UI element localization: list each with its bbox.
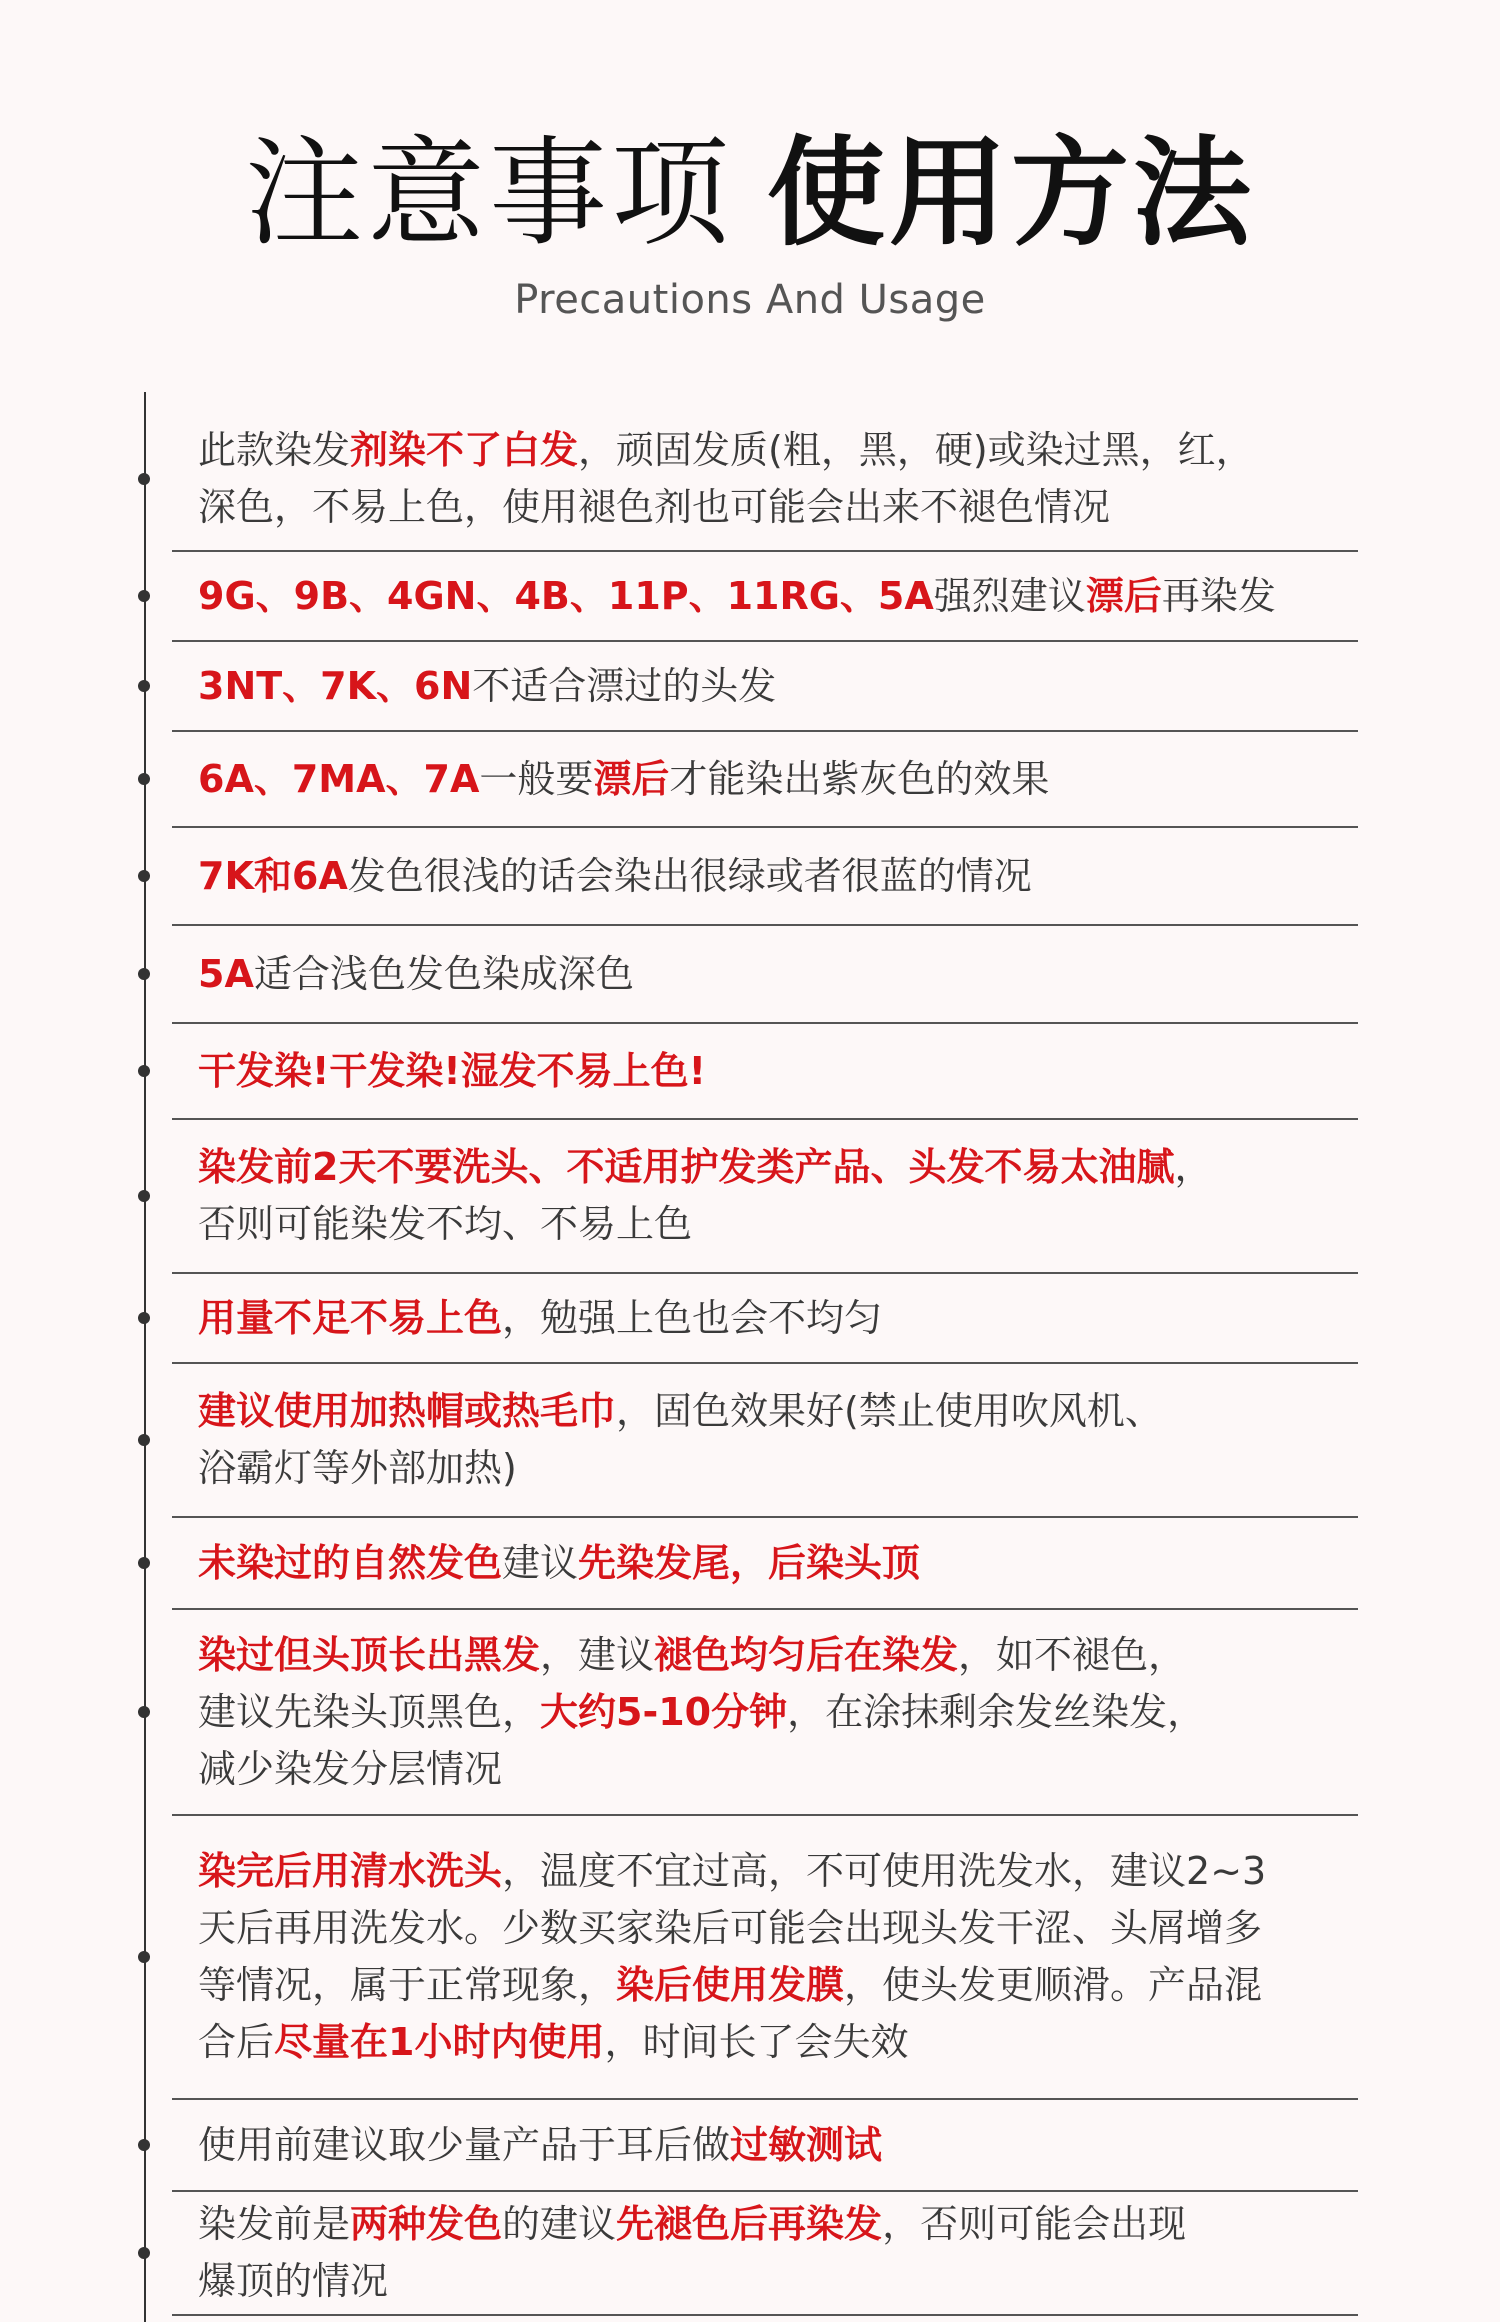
title-usage: 使用方法 <box>767 124 1256 262</box>
plain-text: ，固色效果好(禁止使用吹风机、 <box>616 1389 1163 1433</box>
plain-text: 浴霸灯等外部加热) <box>198 1446 517 1490</box>
precaution-item <box>172 1518 1358 1610</box>
precaution-text-line <box>198 1196 1358 1253</box>
plain-text: 合后 <box>198 2020 275 2064</box>
plain-text: 深色，不易上色，使用褪色剂也可能会出来不褪色情况 <box>198 485 1111 529</box>
plain-text: 一般要 <box>479 756 594 801</box>
highlighted-text: 用量不足不易上色 <box>198 1295 503 1340</box>
page-title <box>0 118 1500 268</box>
precaution-text-line <box>198 1383 1358 1440</box>
precaution-text-line <box>198 2196 1358 2253</box>
highlighted-text: 大约5-10分钟 <box>540 1689 788 1734</box>
precaution-item <box>172 1816 1358 2100</box>
highlighted-text: 5A <box>198 951 254 996</box>
highlighted-text: 染过但头顶长出黑发 <box>198 1632 541 1677</box>
highlighted-text: 先染发尾，后染头顶 <box>578 1540 921 1585</box>
bullet-dot <box>138 680 150 692</box>
page-subtitle: Precautions And Usage <box>514 277 986 323</box>
bullet-dot <box>138 1951 150 1963</box>
highlighted-text: 先褪色后再染发 <box>616 2202 883 2246</box>
bullet-dot <box>138 1434 150 1446</box>
precaution-item <box>172 1364 1358 1518</box>
highlighted-text: 7K和6A <box>198 853 348 898</box>
precaution-text-line <box>198 2253 1358 2310</box>
highlighted-text: 9G、9B、4GN、4B、11P、11RG、5A <box>198 573 934 618</box>
plain-text: 天后再用洗发水。少数买家染后可能会出现头发干涩、头屑增多 <box>198 1906 1263 1950</box>
page-header <box>0 118 1500 324</box>
precaution-item <box>172 828 1358 926</box>
precaution-text-line <box>198 1627 1358 1684</box>
precaution-text-line <box>198 1684 1358 1741</box>
bullet-dot <box>138 1557 150 1569</box>
plain-text: 才能染出紫灰色的效果 <box>669 756 1050 801</box>
highlighted-text: 剂染不了白发 <box>350 428 579 472</box>
precaution-item <box>172 1274 1358 1364</box>
bullet-dot <box>138 1312 150 1324</box>
plain-text: ，否则可能会出现 <box>882 2202 1187 2246</box>
plain-text: ， <box>1174 1145 1213 1189</box>
highlighted-text: 过敏测试 <box>730 2122 883 2167</box>
plain-text: 建议先染头顶黑色， <box>198 1689 541 1734</box>
highlighted-text: 两种发色 <box>350 2202 503 2246</box>
bullet-dot <box>138 2247 150 2259</box>
precaution-text-line <box>198 1535 1358 1592</box>
bullet-dot <box>138 968 150 980</box>
plain-text: ，勉强上色也会不均匀 <box>502 1295 883 1340</box>
plain-text: ，使头发更顺滑。产品混 <box>844 1963 1263 2007</box>
precaution-item <box>172 732 1358 828</box>
precaution-text-line <box>198 1957 1358 2014</box>
bullet-dot <box>138 1190 150 1202</box>
highlighted-text: 尽量在1小时内使用 <box>274 2020 605 2064</box>
plain-text: ，建议 <box>540 1632 655 1677</box>
precaution-text-line <box>198 2117 1358 2174</box>
plain-text: 的建议 <box>502 2202 617 2246</box>
precaution-text-line <box>198 1900 1358 1957</box>
precaution-text-line <box>198 2014 1358 2071</box>
bullet-dot <box>138 773 150 785</box>
precaution-item <box>172 408 1358 552</box>
precaution-text-line <box>198 751 1358 808</box>
precaution-text-line <box>198 1843 1358 1900</box>
precaution-text-line <box>198 658 1358 715</box>
highlighted-text: 未染过的自然发色 <box>198 1540 503 1585</box>
plain-text: 否则可能染发不均、不易上色 <box>198 1202 693 1246</box>
plain-text: 再染发 <box>1161 573 1276 618</box>
plain-text: 强烈建议 <box>933 573 1086 618</box>
plain-text: 使用前建议取少量产品于耳后做 <box>198 2122 731 2167</box>
highlighted-text: 建议使用加热帽或热毛巾 <box>198 1389 617 1433</box>
plain-text: 爆顶的情况 <box>198 2259 389 2303</box>
precaution-item <box>172 1024 1358 1120</box>
precaution-text-line <box>198 1043 1358 1100</box>
bullet-dot <box>138 1065 150 1077</box>
highlighted-text: 漂后 <box>1085 573 1162 618</box>
precautions-list <box>172 408 1358 2316</box>
precaution-item <box>172 2192 1358 2316</box>
precaution-text-line <box>198 946 1358 1003</box>
precaution-text-line <box>198 1440 1358 1497</box>
plain-text: ，温度不宜过高，不可使用洗发水，建议2~3 <box>502 1849 1267 1893</box>
plain-text: ，时间长了会失效 <box>604 2020 909 2064</box>
precaution-item <box>172 1120 1358 1274</box>
title-precautions: 注意事项 <box>244 124 733 262</box>
highlighted-text: 3NT、7K、6N <box>198 663 473 708</box>
plain-text: 此款染发 <box>198 428 351 472</box>
precaution-item <box>172 552 1358 642</box>
highlighted-text: 染完后用清水洗头 <box>198 1849 503 1893</box>
bullet-dot <box>138 870 150 882</box>
highlighted-text: 褪色均匀后在染发 <box>654 1632 959 1677</box>
bullet-dot <box>138 1706 150 1718</box>
highlighted-text: 染后使用发膜 <box>616 1963 845 2007</box>
plain-text: ，如不褪色， <box>958 1632 1187 1677</box>
plain-text: 不适合漂过的头发 <box>472 663 777 708</box>
precaution-text-line <box>198 479 1358 536</box>
plain-text: ，在涂抹剩余发丝染发， <box>787 1689 1206 1734</box>
precaution-item <box>172 1610 1358 1816</box>
plain-text: 建议 <box>502 1540 579 1585</box>
plain-text: 减少染发分层情况 <box>198 1746 503 1791</box>
highlighted-text: 漂后 <box>593 756 670 801</box>
precaution-text-line <box>198 1139 1358 1196</box>
plain-text: ，顽固发质(粗，黑，硬)或染过黑，红， <box>578 428 1254 472</box>
precaution-text-line <box>198 1290 1358 1347</box>
precaution-text-line <box>198 848 1358 905</box>
plain-text: 发色很浅的话会染出很绿或者很蓝的情况 <box>347 853 1032 898</box>
plain-text: 染发前是 <box>198 2202 351 2246</box>
precaution-text-line <box>198 1741 1358 1798</box>
plain-text: 适合浅色发色染成深色 <box>253 951 634 996</box>
precaution-item <box>172 2100 1358 2192</box>
bullet-dot <box>138 590 150 602</box>
precaution-text-line <box>198 568 1358 625</box>
precaution-text-line <box>198 422 1358 479</box>
precaution-item <box>172 926 1358 1024</box>
highlighted-text: 染发前2天不要洗头、不适用护发类产品、头发不易太油腻 <box>198 1145 1175 1189</box>
bullet-dot <box>138 2139 150 2151</box>
highlighted-text: 干发染!干发染!湿发不易上色! <box>198 1048 706 1093</box>
highlighted-text: 6A、7MA、7A <box>198 756 480 801</box>
bullet-dot <box>138 473 150 485</box>
plain-text: 等情况，属于正常现象， <box>198 1963 617 2007</box>
precaution-item <box>172 642 1358 732</box>
